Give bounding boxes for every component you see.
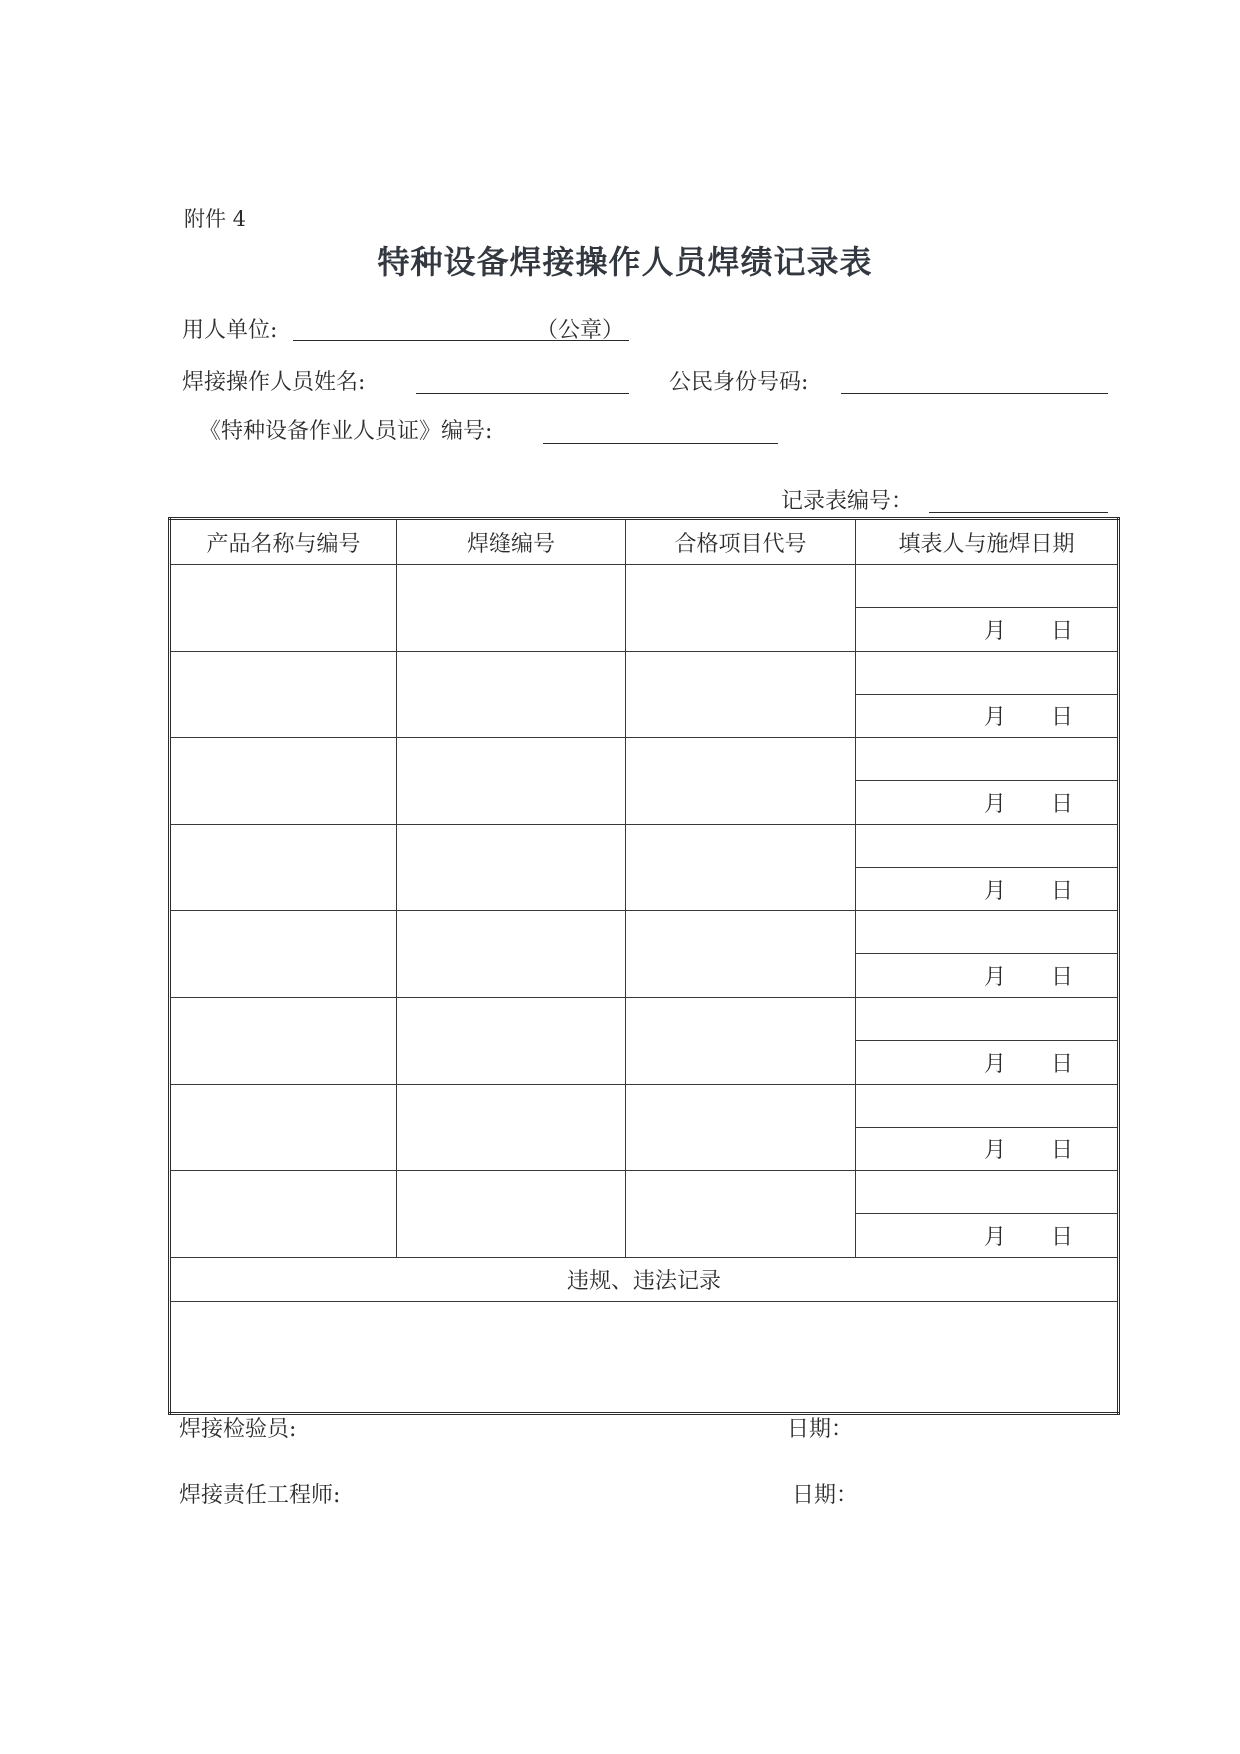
qualification-cell (626, 911, 856, 998)
violation-header-row (170, 1257, 1119, 1301)
month-label: 月 (983, 791, 1006, 817)
table-row (170, 911, 1119, 954)
month-label: 月 (983, 1224, 1006, 1250)
id-number-blank-line (841, 393, 1108, 394)
inspector-date-label: 日期： (787, 1417, 854, 1442)
weld-seam-cell (397, 824, 626, 911)
weld-date-cell (856, 608, 1119, 652)
weld-seam-cell (397, 1084, 626, 1171)
qualification-cell (626, 738, 856, 825)
product-cell (170, 651, 397, 738)
product-cell (170, 1171, 397, 1258)
attachment-label: 附件 4 (184, 207, 247, 231)
certificate-blank-line (543, 443, 778, 444)
product-cell (170, 565, 397, 652)
table-row (170, 824, 1119, 867)
weld-seam-cell (397, 997, 626, 1084)
month-label: 月 (983, 618, 1006, 644)
weld-seam-cell (397, 911, 626, 998)
day-label: 日 (1051, 791, 1074, 817)
filler-name-cell (856, 565, 1119, 608)
id-number-label: 公民身份号码: (669, 370, 809, 395)
product-cell (170, 911, 397, 998)
day-label: 日 (1051, 1224, 1074, 1250)
month-label: 月 (983, 878, 1006, 904)
table-row (170, 1084, 1119, 1127)
filler-name-cell (856, 911, 1119, 954)
table-row (170, 738, 1119, 781)
violation-record-cell (170, 1301, 1119, 1413)
inspector-label: 焊接检验员: (179, 1417, 297, 1442)
table-row (170, 651, 1119, 694)
violation-header: 违规、违法记录 (170, 1257, 1119, 1301)
filler-name-cell (856, 738, 1119, 781)
weld-date-cell (856, 954, 1119, 998)
product-cell (170, 824, 397, 911)
day-label: 日 (1051, 618, 1074, 644)
employer-label: 用人单位: (182, 318, 278, 343)
form-title: 特种设备焊接操作人员焊绩记录表 (377, 243, 873, 281)
record-number-blank-line (929, 512, 1108, 513)
weld-record-table (168, 517, 1120, 1415)
weld-date-cell (856, 867, 1119, 911)
table-row (170, 997, 1119, 1040)
qualification-cell (626, 1171, 856, 1258)
month-label: 月 (983, 965, 1006, 991)
welder-name-blank-line (416, 393, 629, 394)
qualification-cell (626, 1084, 856, 1171)
record-number-label: 记录表编号： (781, 489, 914, 514)
weld-date-cell (856, 694, 1119, 738)
header-filler-date: 填表人与施焊日期 (856, 519, 1119, 565)
violation-body-row (170, 1301, 1119, 1413)
engineer-label: 焊接责任工程师: (179, 1483, 341, 1508)
day-label: 日 (1051, 1051, 1074, 1077)
filler-name-cell (856, 1171, 1119, 1214)
qualification-cell (626, 651, 856, 738)
month-label: 月 (983, 705, 1006, 731)
month-label: 月 (983, 1051, 1006, 1077)
header-product: 产品名称与编号 (170, 519, 397, 565)
day-label: 日 (1051, 965, 1074, 991)
product-cell (170, 738, 397, 825)
weld-seam-cell (397, 651, 626, 738)
table-header-row (170, 519, 1119, 565)
seal-label: （公章） (536, 318, 625, 343)
engineer-date-label: 日期： (792, 1483, 859, 1508)
filler-name-cell (856, 651, 1119, 694)
filler-name-cell (856, 1084, 1119, 1127)
weld-seam-cell (397, 738, 626, 825)
day-label: 日 (1051, 878, 1074, 904)
weld-date-cell (856, 781, 1119, 825)
weld-date-cell (856, 1040, 1119, 1084)
filler-name-cell (856, 997, 1119, 1040)
qualification-cell (626, 997, 856, 1084)
weld-date-cell (856, 1127, 1119, 1171)
header-weld-seam: 焊缝编号 (397, 519, 626, 565)
weld-seam-cell (397, 565, 626, 652)
weld-date-cell (856, 1214, 1119, 1258)
day-label: 日 (1051, 705, 1074, 731)
weld-seam-cell (397, 1171, 626, 1258)
qualification-cell (626, 565, 856, 652)
header-qualification: 合格项目代号 (626, 519, 856, 565)
filler-name-cell (856, 824, 1119, 867)
certificate-label: 《特种设备作业人员证》编号: (199, 419, 493, 444)
product-cell (170, 997, 397, 1084)
welder-name-label: 焊接操作人员姓名: (182, 370, 366, 395)
table-row (170, 1171, 1119, 1214)
qualification-cell (626, 824, 856, 911)
day-label: 日 (1051, 1138, 1074, 1164)
product-cell (170, 1084, 397, 1171)
table-row (170, 565, 1119, 608)
month-label: 月 (983, 1138, 1006, 1164)
